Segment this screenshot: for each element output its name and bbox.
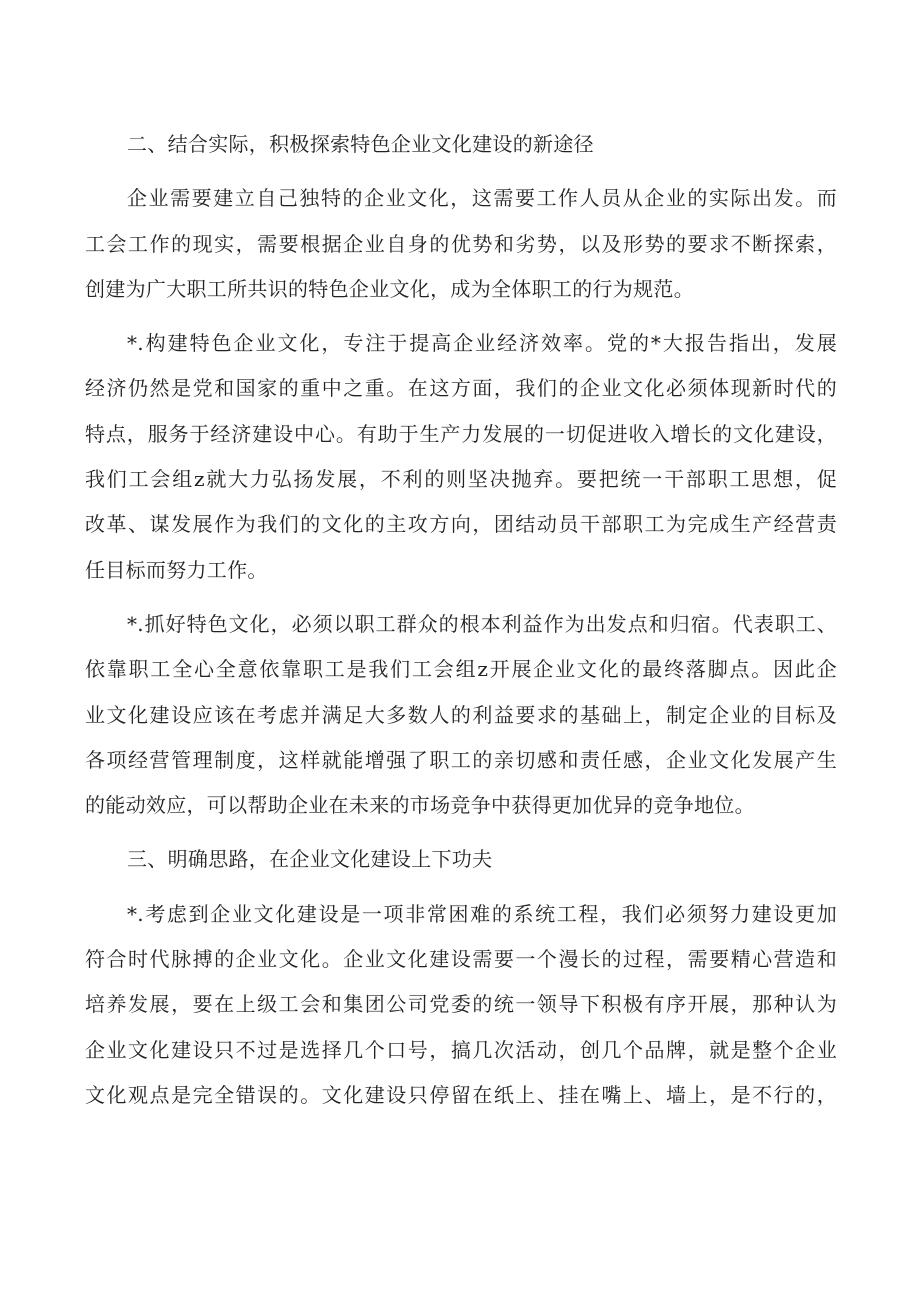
paragraph-line: 培养发展，要在上级工会和集团公司党委的统一领导下积极有序开展，那种认为 xyxy=(85,992,837,1017)
paragraph-line: 企业需要建立自己独特的企业文化，这需要工作人员从企业的实际出发。而 xyxy=(127,186,837,211)
paragraph-line: 工会工作的现实，需要根据企业自身的优势和劣势，以及形势的要求不断探索， xyxy=(85,231,837,256)
paragraph-line: 的能动效应，可以帮助企业在未来的市场竞争中获得更加优异的竞争地位。 xyxy=(85,793,755,818)
body-paragraph xyxy=(85,892,837,1118)
paragraph-line: 文化观点是完全错误的。文化建设只停留在纸上、挂在嘴上、墙上，是不行的， xyxy=(85,1082,837,1107)
paragraph-line: 我们工会组z就大力弘扬发展，不利的则坚决抛弃。要把统一干部职工思想，促 xyxy=(85,467,837,492)
paragraph-line: 依靠职工全心全意依靠职工是我们工会组z开展企业文化的最终落脚点。因此企 xyxy=(85,657,837,682)
heading-text: 二、结合实际，积极探索特色企业文化建设的新途径 xyxy=(127,132,594,156)
paragraph-line: *.抓好特色文化，必须以职工群众的根本利益作为出发点和归宿。代表职工、 xyxy=(127,611,837,636)
document-body xyxy=(85,122,837,1118)
section-heading xyxy=(85,122,837,167)
paragraph-spacer xyxy=(85,312,837,321)
paragraph-line: *.考虑到企业文化建设是一项非常困难的系统工程，我们必须努力建设更加 xyxy=(127,901,837,926)
paragraph-line: 创建为广大职工所共识的特色企业文化，成为全体职工的行为规范。 xyxy=(85,276,694,301)
body-paragraph xyxy=(85,321,837,593)
paragraph-spacer xyxy=(85,593,837,602)
paragraph-spacer xyxy=(85,828,837,837)
paragraph-line: 业文化建设应该在考虑并满足大多数人的利益要求的基础上，制定企业的目标及 xyxy=(85,702,837,727)
paragraph-line: 符合时代脉搏的企业文化。企业文化建设需要一个漫长的过程，需要精心营造和 xyxy=(85,947,837,972)
paragraph-spacer xyxy=(85,167,837,176)
body-paragraph xyxy=(85,176,837,312)
paragraph-line: 经济仍然是党和国家的重中之重。在这方面，我们的企业文化必须体现新时代的 xyxy=(85,376,837,401)
paragraph-line: *.构建特色企业文化，专注于提高企业经济效率。党的*大报告指出，发展 xyxy=(127,331,837,356)
paragraph-line: 任目标而努力工作。 xyxy=(85,557,268,582)
section-heading xyxy=(85,837,837,882)
body-paragraph xyxy=(85,602,837,828)
paragraph-line: 特点，服务于经济建设中心。有助于生产力发展的一切促进收入增长的文化建设， xyxy=(85,421,837,446)
paragraph-line: 企业文化建设只不过是选择几个口号，搞几次活动，创几个品牌，就是整个企业 xyxy=(85,1037,837,1062)
paragraph-spacer xyxy=(85,883,837,892)
paragraph-line: 改革、谋发展作为我们的文化的主攻方向，团结动员干部职工为完成生产经营责 xyxy=(85,512,837,537)
paragraph-line: 各项经营管理制度，这样就能增强了职工的亲切感和责任感，企业文化发展产生 xyxy=(85,747,837,772)
heading-text: 三、明确思路，在企业文化建设上下功夫 xyxy=(127,847,493,872)
